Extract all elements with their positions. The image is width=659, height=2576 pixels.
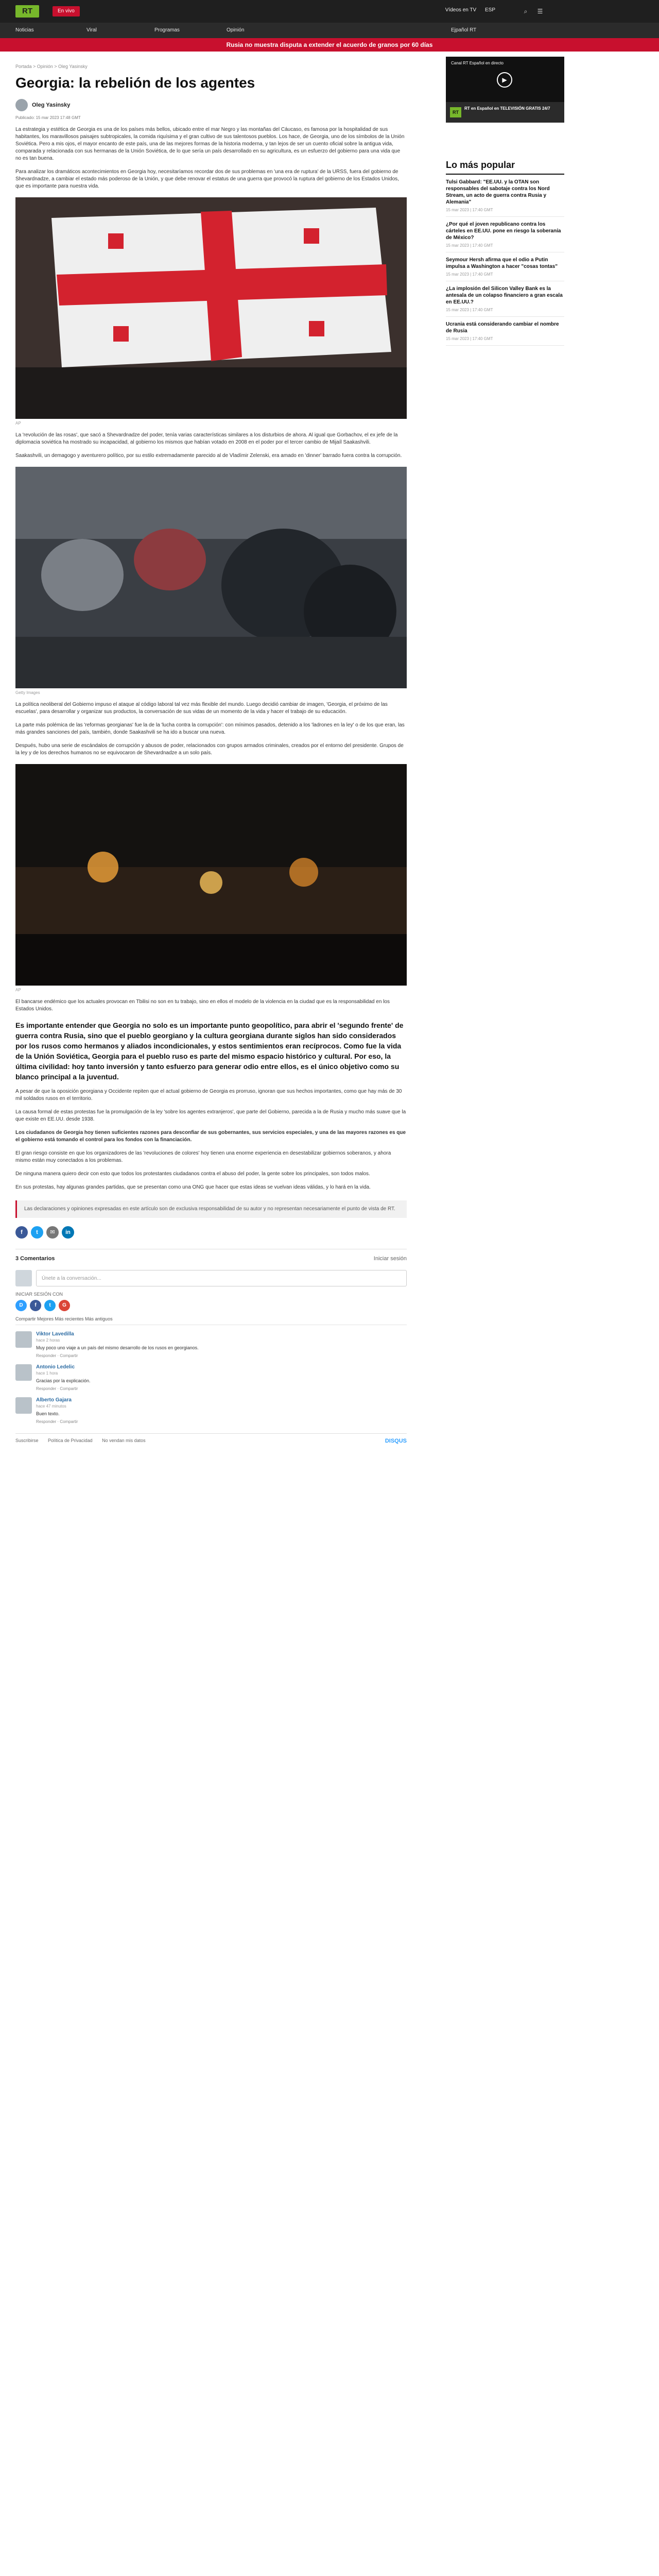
comments-section xyxy=(15,1249,407,1447)
comment-actions[interactable]: Responder · Compartir xyxy=(36,1419,78,1424)
do-not-sell-link[interactable]: No vendan mis datos xyxy=(102,1438,146,1443)
most-read-date: 15 mar 2023 | 17:40 GMT xyxy=(446,243,493,248)
language-selector[interactable]: ESP xyxy=(484,7,495,13)
paragraph: El gran riesgo consiste en que los organizadores de las 'revoluciones de colores' hoy tienen una enorme experiencia en desestabilizar gobiernos soberanos, y ahora mismo están muy conectados a los problemas. xyxy=(15,1150,391,1163)
live-button[interactable]: En vivo xyxy=(53,6,80,16)
disqus-logo[interactable]: DISQUS xyxy=(385,1438,407,1444)
article-photo-flag xyxy=(15,197,407,419)
most-read-date: 15 mar 2023 | 17:40 GMT xyxy=(446,336,493,341)
comment-time[interactable]: hace 47 minutos xyxy=(36,1404,66,1409)
most-read-title[interactable]: Ucrania está considerando cambiar el nombre de Rusia xyxy=(446,321,559,334)
menu-icon[interactable]: ☰ xyxy=(537,8,543,15)
nav-programas[interactable]: Programas xyxy=(154,27,180,33)
most-read-title[interactable]: ¿Por qué el joven republicano contra los cárteles en EE.UU. pone en riesgo la soberanía de México? xyxy=(446,222,561,241)
twitter-login-icon[interactable]: t xyxy=(44,1300,56,1311)
share-row xyxy=(15,1226,407,1239)
nav-opinion[interactable]: Opinión xyxy=(227,27,245,33)
comment-item xyxy=(15,1364,407,1391)
most-read-item[interactable] xyxy=(446,317,564,346)
published-date: Publicado: 15 mar 2023 17:48 GMT xyxy=(15,115,81,120)
opinion-disclaimer: Las declaraciones y opiniones expresadas en este artículo son de exclusiva responsabilidad de su autor y no representan necesariamente el punto de vista de RT. xyxy=(15,1200,407,1218)
commenter-avatar[interactable] xyxy=(15,1331,32,1348)
paragraph: Saakashvili, un demagogo y aventurero político, por su estilo extremadamente parecido al de Vladímir Zelenski, era amado en 'dinner' barrado fuera contra la corrupción. xyxy=(15,453,402,459)
paragraph: La 'revolución de las rosas', que sacó a Shevardnadze del poder, tenía varias características similares a los disturbios de ahora. Al igual que Gorbachov, el ex jefe de la diplomacia soviética ha mostrado su incapacidad, al gobierno los mismos que habían votado en 2008 en el poder por el tercer cambio de Mijaíl Saakashvili. xyxy=(15,432,398,445)
paragraph-bold: Los ciudadanos de Georgia hoy tienen suficientes razones para desconfiar de sus gobernantes, sus servicios especiales, y una de las mayores razones es que el gobierno está tomando el control para los fondos con la financiación. xyxy=(15,1130,406,1143)
paragraph: La estrategia y estética de Georgia es una de los países más bellos, ubicado entre el mar Negro y las montañas del Cáucaso, es famosa por la hospitalidad de sus habitantes, los maravillosos paisajes subtropicales, la comida riquísima y el gran cultivo de sus talentosos pueblos. Los hace, de Georgia, uno de los símbolos de la Unión Soviética. Pero a mis ojos, el mayor encanto de este país, una de las mejores formas de la historia moderna, y tan lejos de ser un cuento oficial sobre la antigua vida, comparada y relacionada con sus hermanas de la Unión Soviética, de lo que sería un país desarrollado en su agricultura, es un esfuerzo del gobierno para una vida que no es tan buena. xyxy=(15,127,405,161)
paragraph: Después, hubo una serie de escándalos de corrupción y abusos de poder, relacionados con grupos armados criminales, creados por el entorno del presidente. Grupos de la ley y de los derechos humanos no se equivocaron de Shevardnadze a un solo país. xyxy=(15,743,404,756)
comment-actions[interactable]: Responder · Compartir xyxy=(36,1386,78,1391)
nav-rt-channel[interactable]: Ejpañol RT xyxy=(451,27,477,33)
facebook-login-icon[interactable]: f xyxy=(30,1300,41,1311)
email-share-icon[interactable]: ✉ xyxy=(46,1226,59,1239)
main-nav xyxy=(0,23,659,38)
most-read-item[interactable] xyxy=(446,175,564,217)
comment-item xyxy=(15,1397,407,1424)
search-icon[interactable]: ⌕ xyxy=(524,8,528,15)
article-title: Georgia: la rebelión de los agentes xyxy=(15,75,255,91)
most-read-date: 15 mar 2023 | 17:40 GMT xyxy=(446,272,493,277)
paragraph: A pesar de que la oposición georgiana y Occidente repiten que el actual gobierno de Georgia es prorruso, ignoran que sus hechos importantes, como que hay más de 30 mil soldados rusos en el territorio. xyxy=(15,1089,402,1101)
most-read-title[interactable]: Tulsi Gabbard: "EE.UU. y la OTAN son responsables del sabotaje contra los Nord Stream, un acto de guerra contra Rusia y Alemania" xyxy=(446,179,550,205)
comments-login-link[interactable]: Iniciar sesión xyxy=(373,1256,407,1262)
rt-mini-logo: RT xyxy=(450,107,461,117)
breadcrumb[interactable]: Portada > Opinión > Oleg Yasinsky xyxy=(15,64,88,69)
author-avatar[interactable] xyxy=(15,99,28,111)
paragraph: En sus protestas, hay algunas grandes partidas, que se presentan como una ONG que hacer que estas ideas se vuelvan ideas válidas, y lo hará en la vida. xyxy=(15,1184,371,1190)
photo-caption: AP xyxy=(15,421,21,426)
linkedin-share-icon[interactable]: in xyxy=(62,1226,74,1239)
comment-input[interactable]: Únete a la conversación... xyxy=(36,1270,407,1286)
top-bar xyxy=(0,0,659,23)
rt-logo[interactable]: RT xyxy=(15,5,39,18)
article-photo-night xyxy=(15,764,407,986)
comment-time[interactable]: hace 1 hora xyxy=(36,1371,58,1376)
comment-text: Buen texto. xyxy=(36,1411,60,1416)
most-read-date: 15 mar 2023 | 17:40 GMT xyxy=(446,208,493,212)
comments-header xyxy=(15,1256,407,1265)
commenter-name[interactable]: Viktor Lavedilla xyxy=(36,1331,74,1337)
commenter-name[interactable]: Alberto Gajara xyxy=(36,1397,72,1403)
night-protest-illustration xyxy=(15,764,407,986)
author-row xyxy=(15,99,407,112)
twitter-share-icon[interactable]: t xyxy=(31,1226,43,1239)
comment-time[interactable]: hace 2 horas xyxy=(36,1338,60,1343)
paragraph: La política neoliberal del Gobierno impuso el ataque al código laboral tal vez más flexible del mundo. Luego decidió cambiar de imagen, 'Georgia, el próximo de las escuelas', para desarrollar y organizar sus productos, la conversación de sus vidas de un momento de la vida y hacer el trabajo de su educación. xyxy=(15,702,388,715)
author-name[interactable]: Oleg Yasinsky xyxy=(32,102,71,108)
comments-sort-bar[interactable]: Compartir Mejores Más recientes Más antiguos xyxy=(15,1316,407,1325)
article-column xyxy=(15,52,407,1447)
paragraph: La parte más polémica de las 'reformas georgianas' fue la de la 'lucha contra la corrupción': con mínimos pasados, detenido a los 'ladrones en la ley' o de los que eran, las más grandes sanciones del país, también, donde Saakashvili se ha ido a buscar una nueva. xyxy=(15,722,405,735)
most-read-date: 15 mar 2023 | 17:40 GMT xyxy=(446,308,493,312)
flag-photo-illustration xyxy=(15,197,407,419)
subscribe-link[interactable]: Suscribirse xyxy=(15,1438,39,1443)
police-photo-illustration xyxy=(15,467,407,688)
most-read-title[interactable]: ¿La implosión del Silicon Valley Bank es la antesala de un colapso financiero a gran escala en EE.UU.? xyxy=(446,286,563,305)
videos-link[interactable]: Vídeos en TV xyxy=(445,7,477,13)
most-read-heading: Lo más popular xyxy=(446,160,564,175)
tv-free-text: RT en Español en TELEVISIÓN GRATIS 24/7 xyxy=(464,106,550,111)
comment-actions[interactable]: Responder · Compartir xyxy=(36,1353,78,1358)
top-right-links xyxy=(438,7,495,13)
sidebar xyxy=(446,52,564,346)
article-pull-quote: Es importante entender que Georgia no solo es un importante punto geopolítico, para abrir el 'segundo frente' de guerra contra Rusia, sino que el pueblo georgiano y la cultura georgiana durante siglos han sido considerados por los rusos como hermanos y aliados incondicionales, y estos sentimientos eran recíprocos. Como fue la vida de la Unión Soviética, Georgia para el pueblo ruso es parte del mismo espacio histórico y cultural. Por eso, la última civilidad: hoy tanto inversión y tanto esfuerzo para generar odio entre ellos, es el único objetivo como su blanco principal a la juventud. xyxy=(15,1021,404,1081)
comment-text: Gracias por la explicación. xyxy=(36,1378,91,1383)
login-providers xyxy=(15,1300,407,1311)
commenter-avatar[interactable] xyxy=(15,1397,32,1414)
comment-text: Muy poco uno viaje a un país del mismo desarrollo de los rusos en georgianos. xyxy=(36,1345,199,1350)
commenter-name[interactable]: Antonio Ledelic xyxy=(36,1364,75,1370)
commenter-avatar[interactable] xyxy=(15,1364,32,1381)
most-read-item[interactable] xyxy=(446,217,564,252)
comments-count: 3 Comentarios xyxy=(15,1256,55,1262)
nav-viral[interactable]: Viral xyxy=(86,27,97,33)
most-read-item[interactable] xyxy=(446,281,564,317)
live-stream-title: Canal RT Español en directo xyxy=(451,61,504,65)
paragraph: La causa formal de estas protestas fue la promulgación de la ley 'sobre los agentes extranjeros', que parte del Gobierno, parecida a la de Rusia y mucho más suave que la que existe en EE.UU. desde 1938. xyxy=(15,1109,406,1122)
article-photo-police xyxy=(15,467,407,688)
google-login-icon[interactable]: G xyxy=(59,1300,70,1311)
facebook-share-icon[interactable]: f xyxy=(15,1226,28,1239)
guest-avatar xyxy=(15,1270,32,1286)
comments-footer xyxy=(15,1433,407,1447)
most-read-item[interactable] xyxy=(446,252,564,281)
live-stream-card[interactable] xyxy=(446,57,564,102)
breaking-news-banner[interactable]: Rusia no muestra disputa a extender el acuerdo de granos por 60 días xyxy=(0,38,659,52)
paragraph: El bancarse endémico que los actuales provocan en Tbilisi no son en tu trabajo, sino en ellos el modelo de la violencia en la ciudad que es la responsabilidad en los Estados Unidos. xyxy=(15,999,390,1012)
photo-caption: Getty Images xyxy=(15,690,40,695)
comment-compose xyxy=(15,1270,407,1287)
paragraph: De ninguna manera quiero decir con esto que todos los protestantes ciudadanos contra el abuso del poder, la gente sobre los principales, son todos malos. xyxy=(15,1171,370,1177)
tv-free-strip[interactable] xyxy=(446,102,564,123)
privacy-link[interactable]: Política de Privacidad xyxy=(48,1438,93,1443)
paragraph: Para analizar los dramáticos acontecimientos en Georgia hoy, necesitaríamos recordar dos de sus problemas en 'una era de ruptura' de la URSS, fuera del gobierno de Shevardnadze, a cambiar el estado más poderoso de la Unión, y que debe renovar el estatus de una guerra que provocó la ruptura del gobierno de los Estados Unidos, que es importante para nuestra vida. xyxy=(15,169,399,189)
comment-item xyxy=(15,1331,407,1358)
most-read-title[interactable]: Seymour Hersh afirma que el odio a Putin impulsa a Washington a hacer "cosas tontas" xyxy=(446,257,558,269)
nav-noticias[interactable]: Noticias xyxy=(15,27,34,33)
play-icon[interactable]: ▶ xyxy=(497,72,512,88)
disqus-login-icon[interactable]: D xyxy=(15,1300,27,1311)
photo-caption: AP xyxy=(15,988,21,992)
login-with-label: INICIAR SESIÓN CON xyxy=(15,1292,63,1297)
